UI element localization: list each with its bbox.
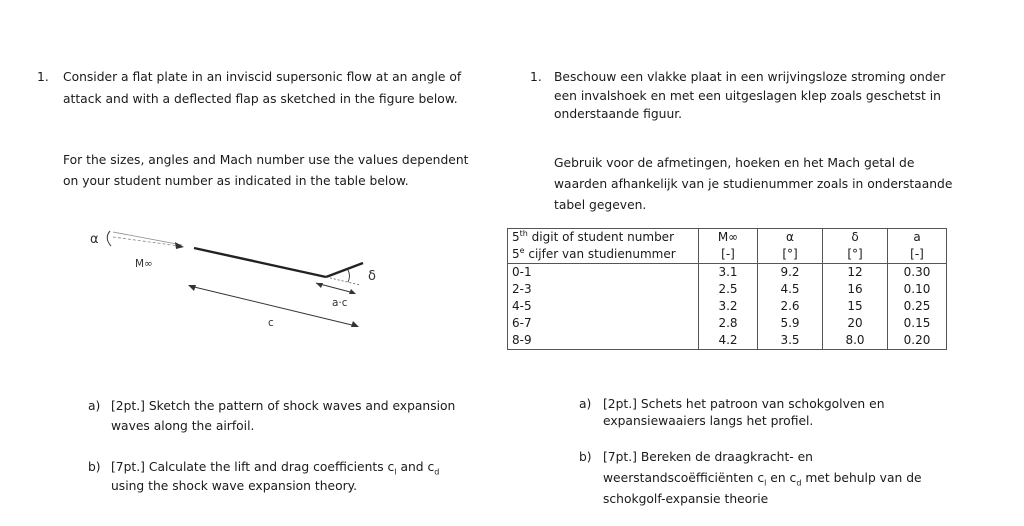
flat-plate	[194, 248, 326, 277]
left-sizes-line-2: on your student number as indicated in the table below.	[63, 174, 409, 188]
table-cell: 5.9	[758, 315, 823, 332]
flap-length-arrowhead-start	[316, 283, 323, 288]
delta-label: δ	[368, 269, 376, 284]
right-question-b-text: weerstandscoëfficiënten c	[603, 471, 765, 485]
left-cd-subscript: d	[434, 467, 440, 477]
flap-length-arrowhead-end	[349, 289, 356, 294]
right-question-number: 1.	[530, 70, 542, 84]
table-unit-mach: [-]	[699, 246, 758, 264]
header-cijfer-text: cijfer van studienummer	[524, 247, 676, 261]
table-cell: 3.5	[758, 332, 823, 350]
left-question-a-line-2: waves along the airfoil.	[111, 419, 255, 433]
flap-reference-line	[326, 277, 360, 285]
left-question-b-and: and c	[396, 460, 435, 474]
alpha-label: α	[90, 232, 99, 247]
right-intro-line-2: een invalshoek en met een uitgeslagen klep zoals geschetst in	[554, 89, 941, 103]
left-question-a-label: a)	[88, 399, 101, 413]
left-question-a-line-1: [2pt.] Sketch the pattern of shock waves and expansion	[111, 399, 456, 413]
table-cell: 20	[823, 315, 888, 332]
table-cell: 4.5	[758, 281, 823, 298]
table-cell: 0.10	[888, 281, 947, 298]
left-intro-line-1: Consider a flat plate in an inviscid supersonic flow at an angle of	[63, 70, 462, 84]
table-header-a: a	[888, 229, 947, 247]
delta-arc	[348, 270, 350, 282]
table-cell: 3.1	[699, 264, 758, 282]
header-cijfer-number: 5	[512, 247, 520, 261]
table-cell: 0.25	[888, 298, 947, 315]
right-sizes-line-3: tabel gegeven.	[554, 198, 647, 212]
table-cell: 6-7	[508, 315, 699, 332]
table-unit-delta: [°]	[823, 246, 888, 264]
table-cell: 0.20	[888, 332, 947, 350]
right-question-b-en: en c	[766, 471, 797, 485]
table-cell: 2.6	[758, 298, 823, 315]
right-question-b-line-1: [7pt.] Bereken de draagkracht- en	[603, 450, 813, 464]
right-question-b-label: b)	[579, 450, 592, 464]
header-cijfer-sup: e	[519, 246, 525, 255]
table-cell: 2.8	[699, 315, 758, 332]
right-cd-subscript: d	[796, 478, 802, 488]
left-sizes-line-1: For the sizes, angles and Mach number use the values dependent	[63, 153, 469, 167]
alpha-arc	[107, 231, 111, 246]
table-cell: 0.15	[888, 315, 947, 332]
right-question-a-label: a)	[579, 397, 592, 411]
table-row	[508, 298, 947, 315]
right-sizes-line-2: waarden afhankelijk van je studienummer zoals in onderstaande	[554, 177, 953, 191]
table-header-row-1	[508, 229, 947, 247]
table-unit-alpha: [°]	[758, 246, 823, 264]
chord-label: c	[268, 317, 274, 329]
freestream-arrowhead	[175, 242, 184, 249]
table-header-alpha: α	[758, 229, 823, 247]
right-question-a-line-1: [2pt.] Schets het patroon van schokgolven en	[603, 397, 885, 411]
right-cl-subscript: l	[764, 478, 767, 488]
right-intro-line-3: onderstaande figuur.	[554, 107, 683, 121]
left-question-b-label: b)	[88, 460, 101, 474]
table-header-delta: δ	[823, 229, 888, 247]
mach-label: M∞	[135, 258, 153, 270]
table-cell: 0-1	[508, 264, 699, 282]
chord-arrowhead-end	[351, 321, 359, 327]
table-header-row-2	[508, 246, 947, 264]
header-digit-text: digit of student number	[527, 230, 674, 244]
table-row	[508, 281, 947, 298]
table-cell: 4.2	[699, 332, 758, 350]
flat-plate-figure	[80, 220, 400, 340]
right-intro-line-1: Beschouw een vlakke plaat in een wrijvingsloze stroming onder	[554, 70, 946, 84]
table-header-digit-en	[508, 229, 699, 247]
table-cell: 9.2	[758, 264, 823, 282]
deflected-flap	[326, 263, 363, 277]
header-digit-sup: th	[519, 229, 528, 238]
table-cell: 8.0	[823, 332, 888, 350]
left-question-number: 1.	[37, 70, 49, 84]
right-question-a-line-2: expansiewaaiers langs het profiel.	[603, 414, 814, 428]
right-question-b-post: met behulp van de	[801, 471, 922, 485]
left-question-b-text: [7pt.] Calculate the lift and drag coefficients c	[111, 460, 395, 474]
table-row	[508, 264, 947, 282]
table-row	[508, 332, 947, 350]
left-intro-line-2: attack and with a deflected flap as sketched in the figure below.	[63, 92, 458, 106]
flap-length-label: a·c	[332, 297, 348, 309]
right-sizes-line-1: Gebruik voor de afmetingen, hoeken en het Mach getal de	[554, 156, 915, 170]
parameter-table	[507, 228, 947, 350]
right-question-b-line-3: schokgolf-expansie theorie	[603, 492, 769, 506]
table-row	[508, 315, 947, 332]
table-cell: 8-9	[508, 332, 699, 350]
table-cell: 12	[823, 264, 888, 282]
header-digit-number: 5	[512, 230, 520, 244]
table-cell: 16	[823, 281, 888, 298]
table-cell: 0.30	[888, 264, 947, 282]
table-cell: 15	[823, 298, 888, 315]
left-cl-subscript: l	[394, 467, 397, 477]
table-cell: 2.5	[699, 281, 758, 298]
chord-arrowhead-start	[188, 285, 196, 291]
table-header-mach: M∞	[699, 229, 758, 247]
table-cell: 4-5	[508, 298, 699, 315]
table-cell: 2-3	[508, 281, 699, 298]
table-unit-a: [-]	[888, 246, 947, 264]
table-cell: 3.2	[699, 298, 758, 315]
table-header-digit-nl	[508, 246, 699, 264]
left-question-b-line-2: using the shock wave expansion theory.	[111, 479, 358, 493]
